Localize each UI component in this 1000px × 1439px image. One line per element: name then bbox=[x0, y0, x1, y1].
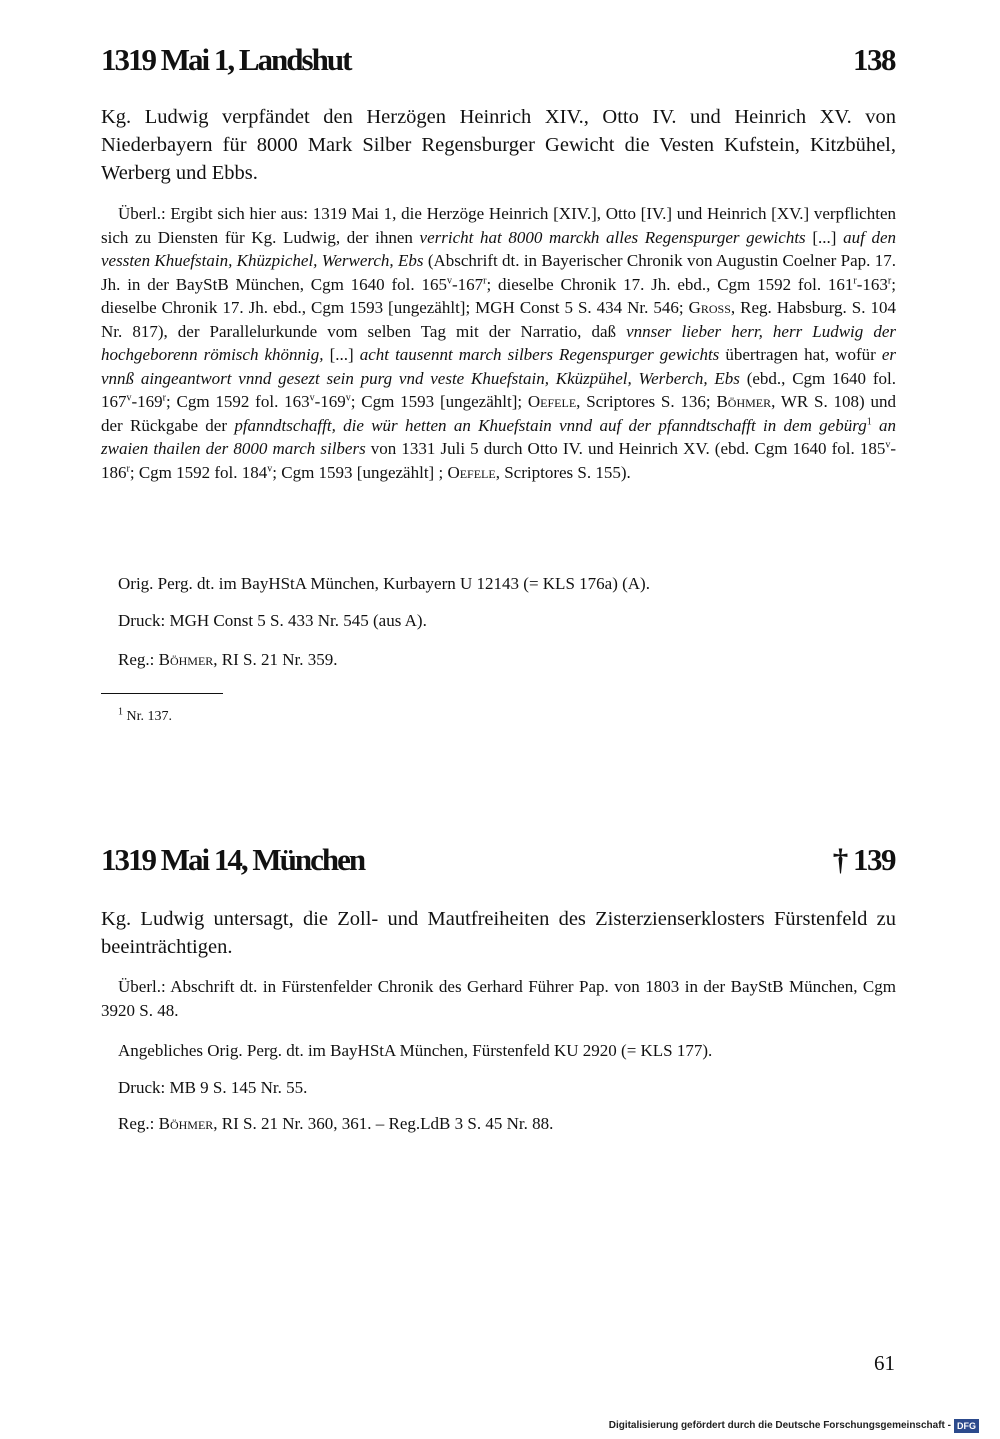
entry-138-print: Druck: MGH Const 5 S. 433 Nr. 545 (aus A). bbox=[118, 611, 427, 630]
entry-139-summary: Kg. Ludwig untersagt, die Zoll- und Mautfreiheiten des Zisterzienserklosters Fürstenfeld zu beeinträchtigen. bbox=[101, 908, 896, 958]
page-number: 61 bbox=[874, 1351, 895, 1375]
footnote-ref-1: 1 bbox=[866, 415, 872, 427]
entry-139-original: Angebliches Orig. Perg. dt. im BayHStA München, Fürstenfeld KU 2920 (= KLS 177). bbox=[118, 1041, 713, 1060]
footnote-1: $^1$ Nr. 137. bbox=[118, 706, 172, 724]
entry-139-number: † 139 bbox=[832, 842, 895, 877]
entry-138-number: 138 bbox=[853, 42, 895, 77]
entry-139-tradition: Überl.: Abschrift dt. in Fürstenfelder Chronik des Gerhard Führer Pap. von 1803 in der BayStB München, Cgm 3920 S. 48. bbox=[101, 977, 896, 1020]
entry-138-original: Orig. Perg. dt. im BayHStA München, Kurbayern U 12143 (= KLS 176a) (A). bbox=[118, 574, 650, 593]
digitization-note: Digitalisierung gefördert durch die Deutsche Forschungsgemeinschaft - bbox=[608, 1420, 951, 1431]
entry-138-summary: Kg. Ludwig verpfändet den Herzögen Heinrich XIV., Otto IV. und Heinrich XV. von Niederbayern für 8000 Mark Silber Regensburger Gewicht die Vesten Kufstein, Kitzbühel, Werberg und Ebbs. bbox=[101, 106, 896, 184]
entry-139-print: Druck: MB 9 S. 145 Nr. 55. bbox=[118, 1078, 308, 1097]
footnote-divider bbox=[101, 693, 223, 694]
entry-138-regest: Reg.: Böhmer, RI S. 21 Nr. 359. bbox=[118, 650, 338, 669]
entry-139-header bbox=[101, 840, 895, 888]
dfg-logo-icon: DFG bbox=[954, 1419, 979, 1433]
digitization-credit bbox=[609, 1418, 979, 1434]
entry-139-regest: Reg.: Böhmer, RI S. 21 Nr. 360, 361. – Reg.LdB 3 S. 45 Nr. 88. bbox=[118, 1114, 554, 1133]
entry-138-tradition: Überl.: Ergibt sich hier aus: 1319 Mai 1, die Herzöge Heinrich [XIV.], Otto [IV.] und Heinrich [XV.] verpflichten sich zu Diensten für Kg. Ludwig, der ihnen verricht hat 8000 marckh alles Regenspurger gewichts [...] auf den vessten Khuefstain, Khüzpichel, Werwerch, Ebs (Abschrift dt. in Bayerischer Chronik von Augustin Coelner Pap. 17. Jh. in der BayStB München, Cgm 1640 fol. 165$^v$-167$^r$; dieselbe Chronik 17. Jh. ebd., Cgm 1592 fol. 161$^r$-163$^r$; dieselbe Chronik 17. Jh. ebd., Cgm 1593 [ungezählt]; MGH Const 5 S. 434 Nr. 546; Gross, Reg. Habsburg. S. 104 Nr. 817), der Parallelurkunde vom selben Tag mit der Narratio, daß vnnser lieber herr, herr Ludwig der hochgeborenn römisch khönnig, [...] acht tausennt march silbers Regenspurger gewichts übertragen hat, wofür er vnnß aingeantwort vnnd gesezt sein purg vnd veste Khuefstain, Kküzpühel, Werberch, Ebs (ebd., Cgm 1640 fol. 167$^v$-169$^r$; Cgm 1592 fol. 163$^v$-169$^v$; Cgm 1593 [ungezählt]; Oefele, Scriptores S. 136; Böhmer, WR S. 108) und der Rückgabe der pfanndtschafft, die wür hetten an Khuefstain vnnd auf der pfanndtschafft in dem gebürg$^1$ an zwaien thailen der 8000 march silbers von 1331 Juli 5 durch Otto IV. und Heinrich XV. (ebd. Cgm 1640 fol. 185$^v$-186$^r$; Cgm 1592 fol. 184$^v$; Cgm 1593 [ungezählt] ; Oefele, Scriptores S. 155). bbox=[101, 204, 897, 482]
entry-138-date: 1319 Mai 1, Landshut bbox=[101, 42, 351, 77]
entry-138-header bbox=[101, 40, 895, 88]
entry-139-date: 1319 Mai 14, München bbox=[101, 842, 365, 877]
